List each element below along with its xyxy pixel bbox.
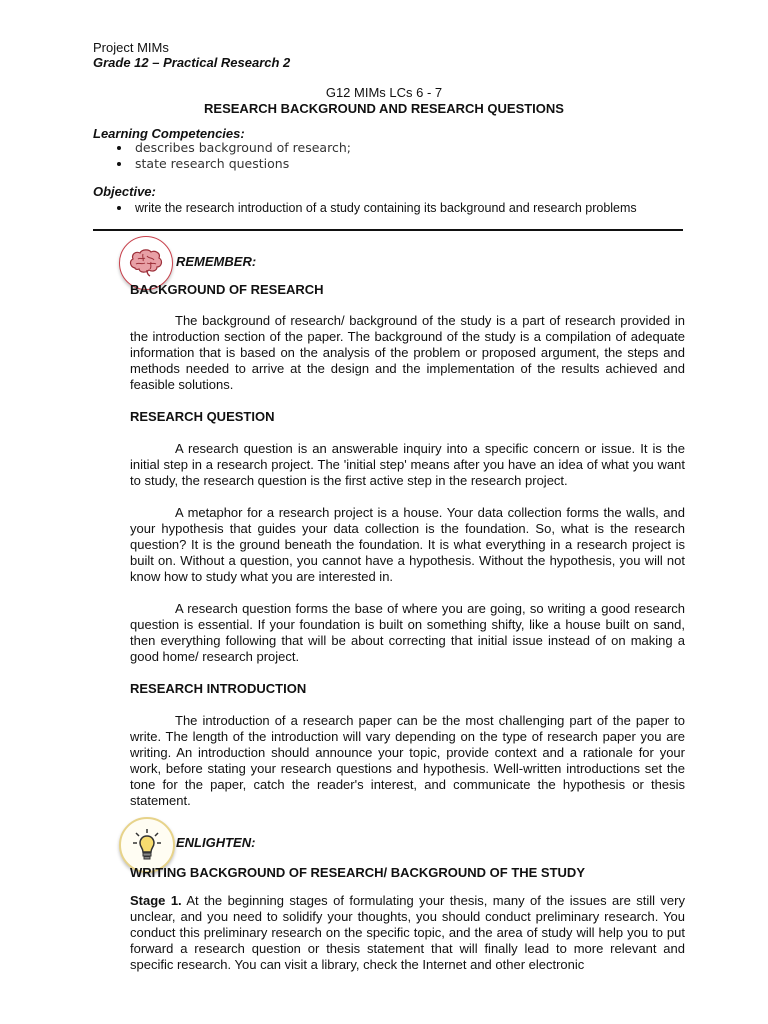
question-heading: RESEARCH QUESTION: [130, 409, 275, 424]
lightbulb-icon: [132, 828, 162, 862]
stage1-paragraph: [130, 893, 685, 973]
remember-tag: REMEMBER:: [176, 254, 257, 269]
competencies-label: Learning Competencies:: [93, 126, 245, 141]
enlighten-heading: WRITING BACKGROUND OF RESEARCH/ BACKGROUND OF THE STUDY: [130, 865, 585, 880]
list-item: describes background of research;: [113, 140, 673, 156]
question-paragraph-3: A research question forms the base of where you are going, so writing a good research question is essential. If your foundation is built on something shifty, like a house built on sand, then everything following that will be about correcting that initial issue instead of on making a good home/ research project.: [130, 601, 685, 664]
document-title: RESEARCH BACKGROUND AND RESEARCH QUESTIONS: [204, 101, 564, 116]
enlighten-tag: ENLIGHTEN:: [176, 835, 256, 850]
question-paragraph-2: A metaphor for a research project is a house. Your data collection forms the walls, and your hypothesis that guides your data collection is the foundation. So, what is the research question? It is the ground beneath the foundation. It is what everything in a research project is built on. Without a question, you cannot have a hypothesis. Without the hypothesis, you will not know how to study what you are interested in.: [130, 505, 685, 584]
introduction-paragraph: The introduction of a research paper can be the most challenging part of the paper to write. The length of the introduction will vary depending on the type of research paper you are writing. An introduction should announce your topic, provide context and a rationale for your work, before stating your research questions and hypothesis. Well-written introductions set the tone for the paper, catch the reader's interest, and communicate the hypothesis or thesis statement.: [130, 713, 685, 808]
brain-icon: [127, 248, 165, 278]
section-divider: [93, 229, 683, 231]
background-heading: BACKGROUND OF RESEARCH: [130, 282, 324, 297]
introduction-heading: RESEARCH INTRODUCTION: [130, 681, 307, 696]
list-item: state research questions: [113, 156, 673, 172]
document-code: G12 MIMs LCs 6 - 7: [325, 85, 443, 100]
objective-label: Objective:: [93, 184, 156, 199]
stage1-label: Stage 1.: [130, 893, 182, 908]
stage1-text: At the beginning stages of formulating your thesis, many of the issues are still very unclear, and you need to solidify your thoughts, you should conduct preliminary research. You conduct this preliminary research on the specific topic, and the area of study will help you to put forward a research question or thesis statement that will finally lead to more relevant and specific research. You can visit a library, check the Internet and other electronic: [130, 893, 685, 972]
header-project: Project MIMs: [93, 40, 169, 55]
objective-list: [113, 200, 693, 216]
question-paragraph-1: A research question is an answerable inquiry into a specific concern or issue. It is the initial step in a research project. The 'initial step' means after you have an idea of what you want to study, the research question is the first active step in the research project.: [130, 441, 685, 488]
competencies-list: [113, 140, 673, 172]
background-paragraph: The background of research/ background of the study is a part of research provided in the introduction section of the paper. The background of the study is a compilation of adequate information that is based on the analysis of the problem or proposed argument, the steps and methods needed to arrive at the design and the implementation of the results achieved and feasible solutions.: [130, 313, 685, 392]
header-course: Grade 12 – Practical Research 2: [93, 55, 291, 70]
list-item: write the research introduction of a study containing its background and research problems: [113, 200, 693, 216]
